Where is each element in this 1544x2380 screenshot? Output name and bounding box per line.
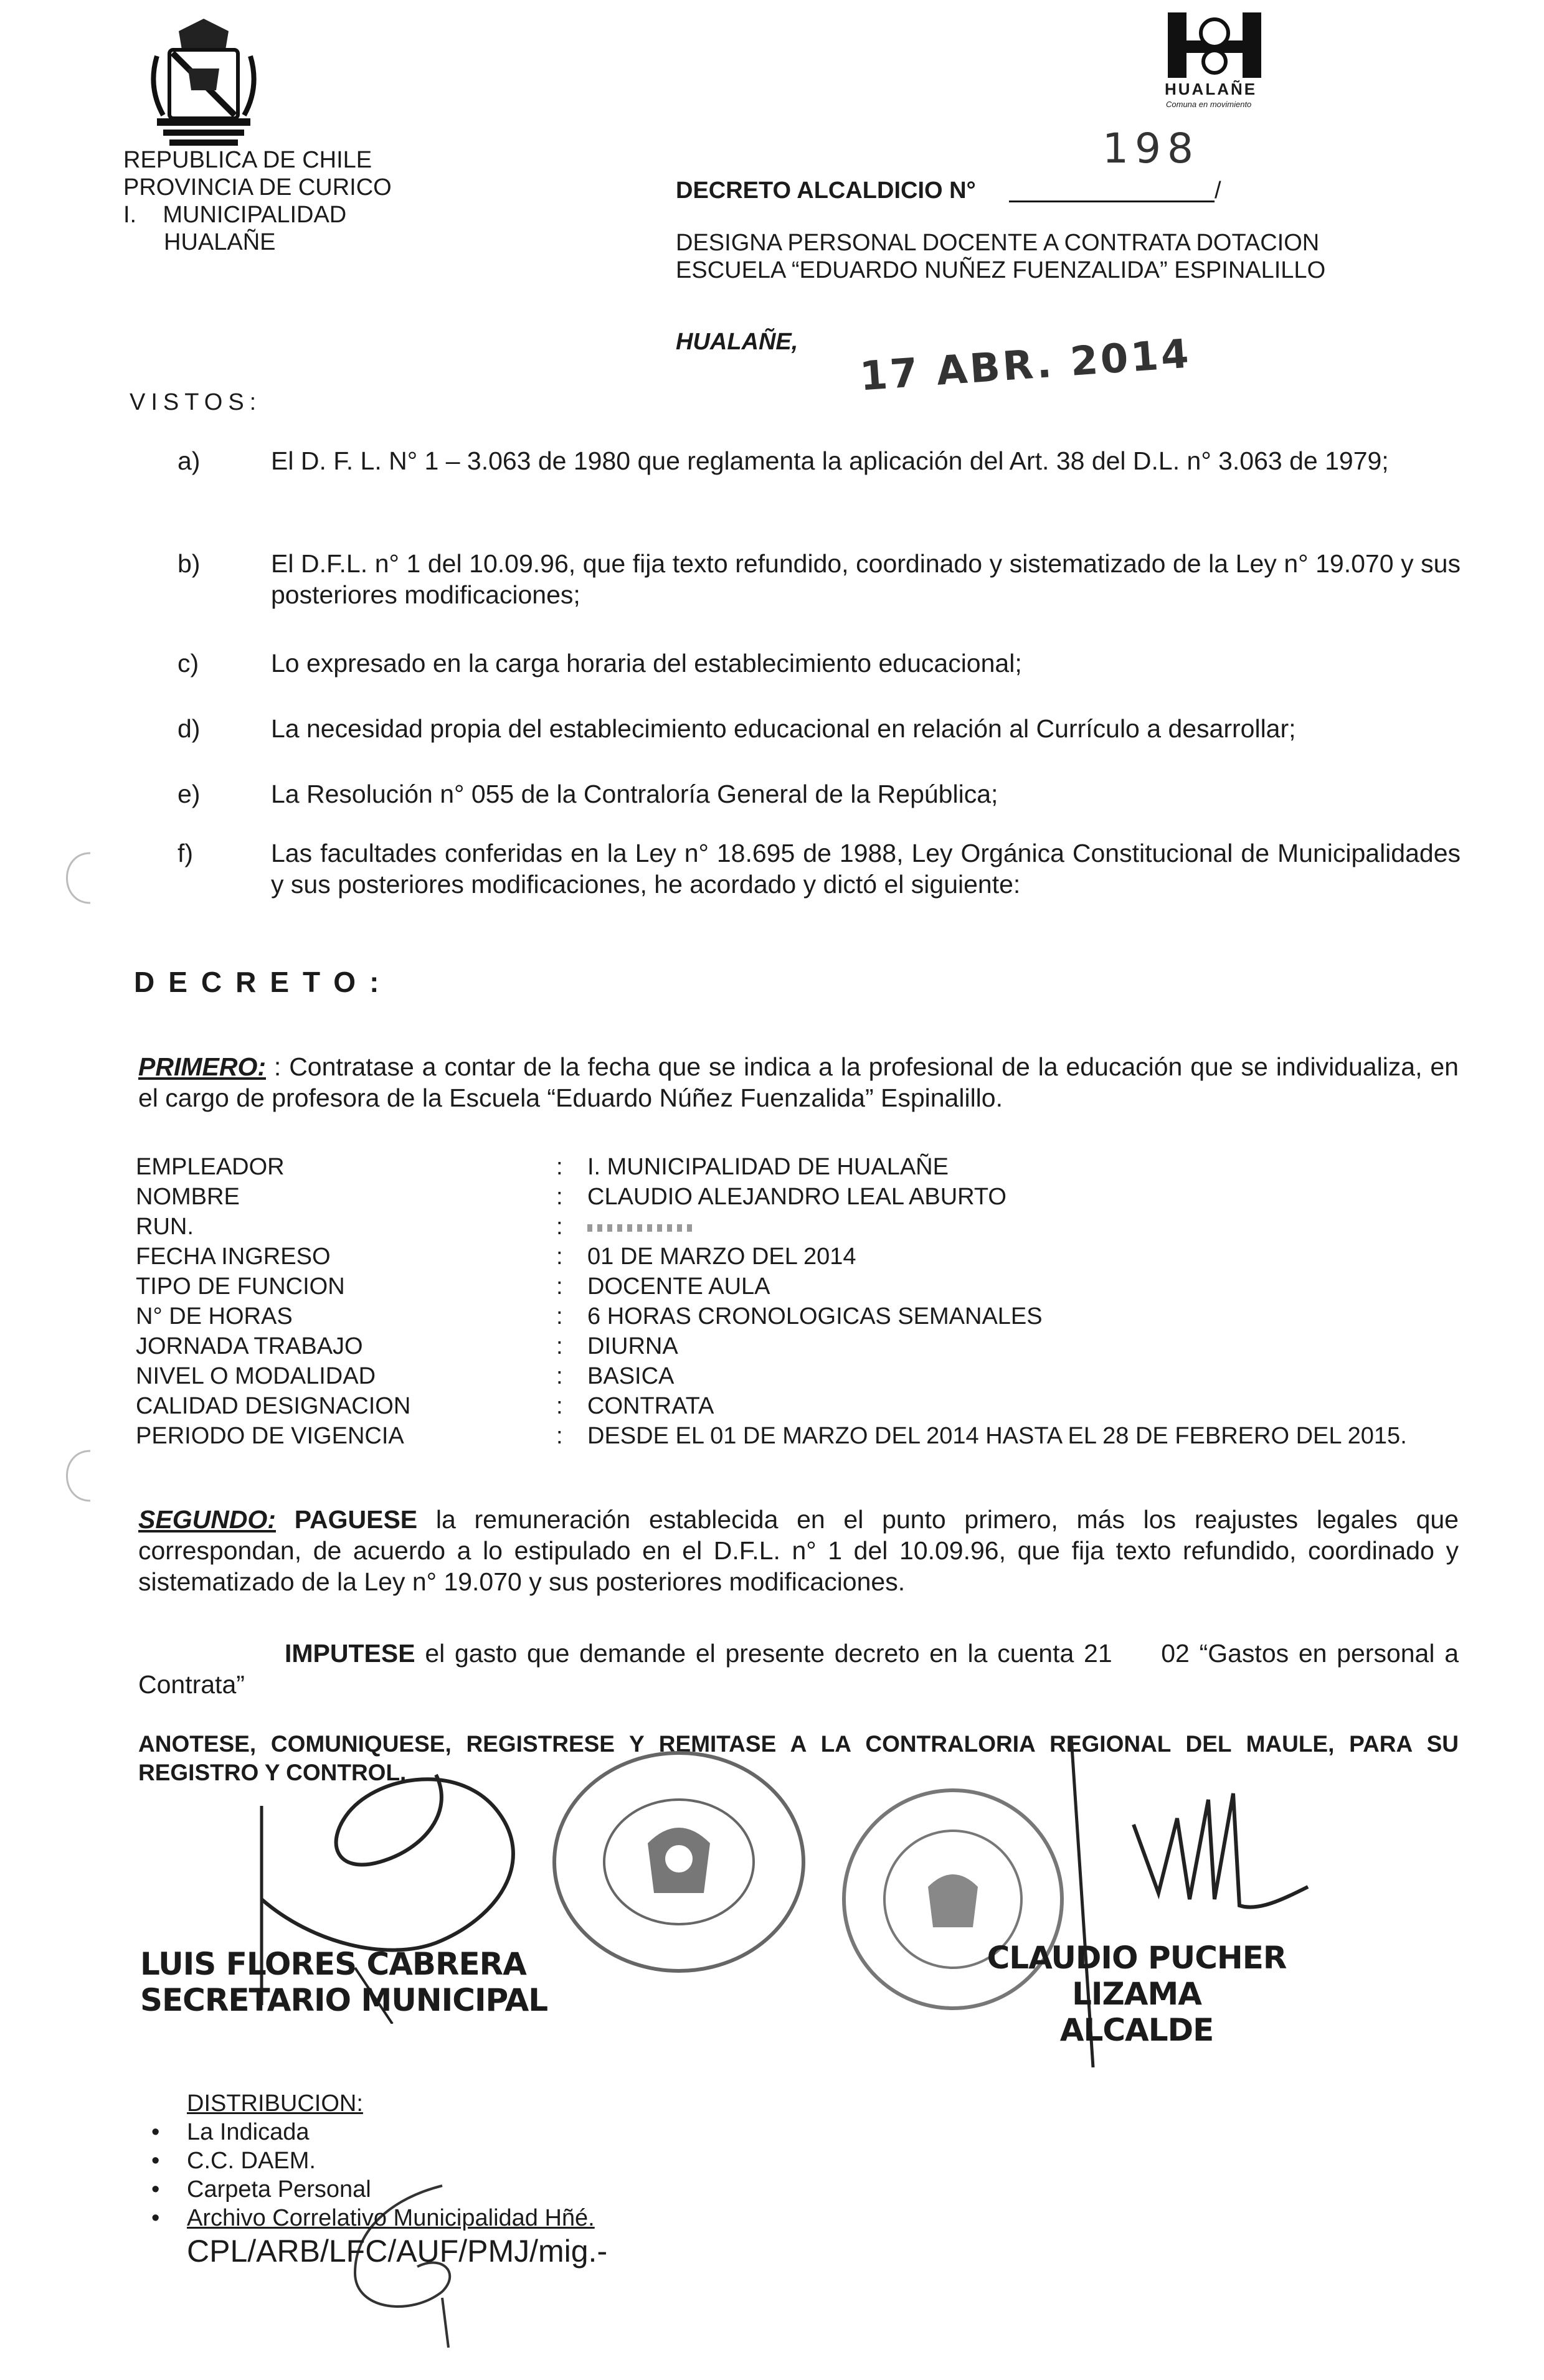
field-colon: : <box>556 1244 563 1270</box>
signature-right-name: CLAUDIO PUCHER LIZAMA <box>987 1940 1287 2012</box>
field-row <box>136 1212 1450 1242</box>
vistos-item-b <box>178 548 1461 610</box>
field-value: 6 HORAS CRONOLOGICAS SEMANALES <box>587 1303 1043 1329</box>
vistos-letter: b) <box>178 549 201 578</box>
field-row <box>136 1361 1450 1391</box>
header-left-block <box>123 146 392 256</box>
segundo-label: SEGUNDO: <box>138 1505 276 1534</box>
field-label: EMPLEADOR <box>136 1154 285 1180</box>
vistos-text: Lo expresado en la carga horaria del establecimiento educacional; <box>271 649 1022 678</box>
field-colon: : <box>556 1423 563 1449</box>
vistos-item-c <box>178 648 1461 679</box>
field-value: 01 DE MARZO DEL 2014 <box>587 1244 856 1270</box>
initials-line: CPL/ARB/LFC/AUF/PMJ/mig.- <box>187 2234 608 2269</box>
segundo-bold-word: PAGUESE <box>294 1505 418 1534</box>
field-row <box>136 1331 1450 1361</box>
distribution-item: • Archivo Correlativo Municipalidad Hñé. <box>140 2204 607 2232</box>
field-colon: : <box>556 1184 563 1210</box>
vistos-letter: a) <box>178 446 201 475</box>
field-label: TIPO DE FUNCION <box>136 1273 345 1300</box>
hualane-logo-icon <box>1155 9 1274 81</box>
distribution-item: • C.C. DAEM. <box>140 2146 607 2175</box>
vistos-text: El D. F. L. N° 1 – 3.063 de 1980 que reglamenta la aplicación del Art. 38 del D.L. n° 3.063 de 1979; <box>271 446 1389 475</box>
field-colon: : <box>556 1363 563 1389</box>
field-label: CALIDAD DESIGNACION <box>136 1393 411 1419</box>
field-value: BASICA <box>587 1363 675 1389</box>
field-colon: : <box>556 1273 563 1300</box>
vistos-item-d <box>178 713 1461 744</box>
vistos-text: La Resolución n° 055 de la Contraloría General de la República; <box>271 780 998 808</box>
primero-paragraph <box>138 1051 1459 1113</box>
decreto-title: DECRETO: <box>134 966 393 998</box>
vistos-item-f <box>178 838 1461 900</box>
field-row <box>136 1242 1450 1272</box>
distribution-block <box>187 2089 607 2270</box>
header-line-municipalidad: I. MUNICIPALIDAD <box>123 202 347 228</box>
decree-slash: / <box>1215 177 1221 204</box>
field-value: DOCENTE AULA <box>587 1273 770 1300</box>
vistos-letter: d) <box>178 714 201 743</box>
field-label: FECHA INGRESO <box>136 1244 331 1270</box>
vistos-item-e <box>178 778 1461 810</box>
distribution-item: • La Indicada <box>140 2118 607 2146</box>
distribution-title: DISTRIBUCION: <box>187 2090 363 2117</box>
signature-left-title: SECRETARIO MUNICIPAL <box>140 1982 548 2018</box>
header-line-hualane: HUALAÑE <box>164 229 276 255</box>
subject-line-1: DESIGNA PERSONAL DOCENTE A CONTRATA DOTACION <box>676 230 1320 256</box>
field-value: CONTRATA <box>587 1393 714 1419</box>
anotese-paragraph: ANOTESE, COMUNIQUESE, REGISTRESE Y REMITASE A LA CONTRALORIA REGIONAL DEL MAULE, PARA SU REGISTRO Y CONTROL. <box>138 1731 1459 1785</box>
segundo-text: la remuneración establecida en el punto primero, más los reajustes legales que correspondan, de acuerdo a lo estipulado en el D.F.L. n° 1 del 10.09.96, que fija texto refundido, coordinado y sistematizado de la Ley n° 19.070 y sus posteriores modificaciones. <box>138 1505 1459 1596</box>
signature-left <box>140 1946 547 2018</box>
vistos-letter: e) <box>178 780 201 808</box>
place-label: HUALAÑE, <box>676 329 798 355</box>
decree-subject <box>676 229 1325 284</box>
field-row <box>136 1182 1450 1212</box>
vistos-item-a <box>178 445 1461 476</box>
decree-handwritten-number: 198 <box>1102 125 1200 172</box>
field-colon: : <box>556 1154 563 1180</box>
vistos-letter: f) <box>178 839 194 867</box>
date-stamp: 17 ABR. 2014 <box>858 331 1193 400</box>
field-label: PERIODO DE VIGENCIA <box>136 1423 404 1449</box>
signature-right <box>944 1940 1330 2048</box>
field-colon: : <box>556 1393 563 1419</box>
logo-text: HUALAÑE <box>1165 80 1257 98</box>
field-row <box>136 1272 1450 1301</box>
vistos-text: La necesidad propia del establecimiento educacional en relación al Currículo a desarrollar; <box>271 714 1296 743</box>
signature-right-title: ALCALDE <box>1059 2012 1214 2048</box>
header-line-provincia: PROVINCIA DE CURICO <box>123 174 392 201</box>
field-value: DIURNA <box>587 1333 678 1359</box>
field-colon: : <box>556 1303 563 1329</box>
hole-punch-mark-icon <box>53 847 97 909</box>
decree-number-line <box>1009 201 1215 202</box>
primero-label: PRIMERO: <box>138 1052 266 1081</box>
field-colon: : <box>556 1333 563 1359</box>
field-label: NOMBRE <box>136 1184 240 1210</box>
field-row <box>136 1152 1450 1182</box>
imputese-text: el gasto que demande el presente decreto en la cuenta 21 02 “Gastos en personal a Contrata” <box>138 1639 1466 1699</box>
logo-tagline: Comuna en movimiento <box>1166 100 1252 109</box>
chile-coat-of-arms-icon <box>144 12 263 153</box>
employee-fields <box>136 1152 1450 1451</box>
vistos-title: VISTOS: <box>130 389 262 415</box>
hole-punch-mark-icon <box>53 1445 97 1507</box>
field-label: RUN. <box>136 1214 194 1240</box>
imputese-paragraph <box>138 1638 1466 1700</box>
distribution-item: • Carpeta Personal <box>140 2175 607 2204</box>
vistos-text: Las facultades conferidas en la Ley n° 18.695 de 1988, Ley Orgánica Constitucional de Municipalidades y sus posteriores modificaciones, he acordado y dictó el siguiente: <box>271 839 1461 899</box>
field-label: JORNADA TRABAJO <box>136 1333 363 1359</box>
field-value-redacted <box>587 1224 693 1232</box>
decree-label: DECRETO ALCALDICIO N° <box>676 177 976 204</box>
primero-text: : Contratase a contar de la fecha que se indica a la profesional de la educación que se individualiza, en el cargo de profesora de la Escuela “Eduardo Núñez Fuenzalida” Espinalillo. <box>138 1052 1459 1112</box>
field-row <box>136 1421 1450 1451</box>
vistos-text: El D.F.L. n° 1 del 10.09.96, que fija texto refundido, coordinado y sistematizado de la Ley n° 19.070 y sus posteriores modificaciones; <box>271 549 1461 609</box>
field-colon: : <box>556 1214 563 1240</box>
field-label: NIVEL O MODALIDAD <box>136 1363 376 1389</box>
header-line-republica: REPUBLICA DE CHILE <box>123 147 372 173</box>
signature-left-name: LUIS FLORES CABRERA <box>140 1946 526 1982</box>
field-value: I. MUNICIPALIDAD DE HUALAÑE <box>587 1154 949 1180</box>
field-row <box>136 1391 1450 1421</box>
field-value: DESDE EL 01 DE MARZO DEL 2014 HASTA EL 28 DE FEBRERO DEL 2015. <box>587 1423 1407 1449</box>
field-row <box>136 1301 1450 1331</box>
subject-line-2: ESCUELA “EDUARDO NUÑEZ FUENZALIDA” ESPINALILLO <box>676 257 1326 283</box>
field-value: CLAUDIO ALEJANDRO LEAL ABURTO <box>587 1184 1006 1210</box>
distribution-list <box>140 2118 607 2232</box>
field-label: N° DE HORAS <box>136 1303 293 1329</box>
vistos-letter: c) <box>178 649 199 678</box>
segundo-paragraph <box>138 1504 1459 1597</box>
imputese-bold-word: IMPUTESE <box>285 1639 415 1668</box>
